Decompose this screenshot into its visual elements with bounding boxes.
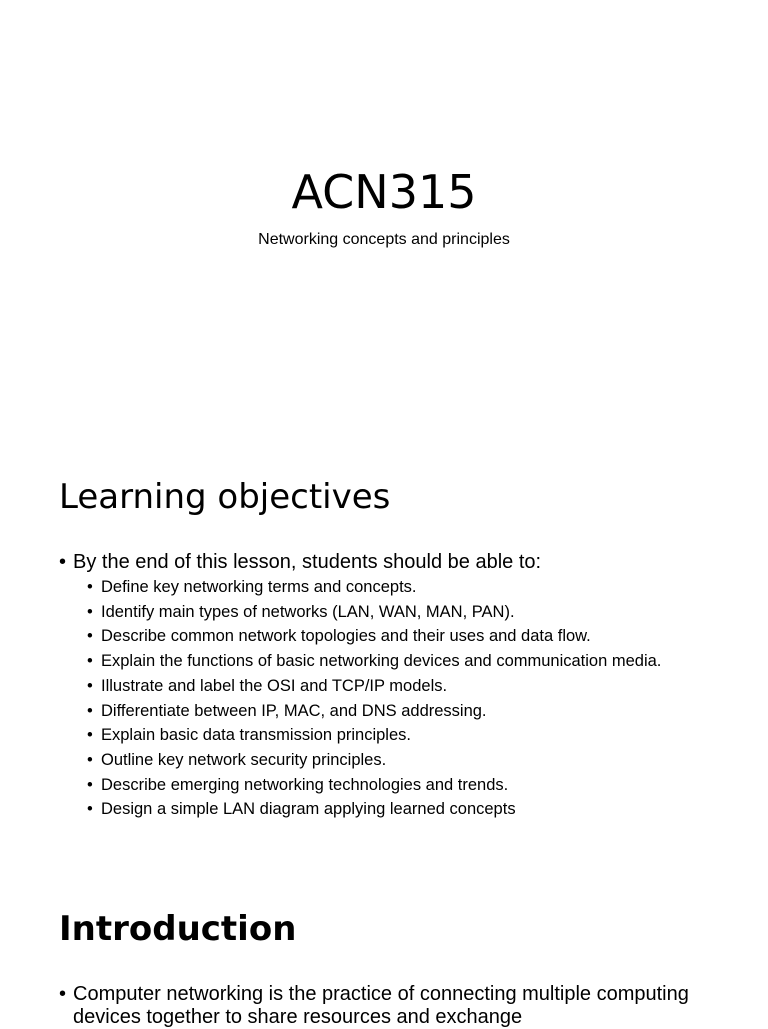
objective-item: • Identify main types of networks (LAN, WAN, MAN, PAN).: [87, 600, 728, 625]
objective-item: • Describe emerging networking technologies and trends.: [87, 773, 728, 798]
slide-subtitle: Networking concepts and principles: [258, 231, 510, 248]
objective-item: • Design a simple LAN diagram applying learned concepts: [87, 797, 728, 822]
objective-item: • Explain the functions of basic networking devices and communication media.: [87, 649, 728, 674]
objective-item: • Describe common network topologies and their uses and data flow.: [87, 624, 728, 649]
introduction-heading: Introduction: [59, 909, 297, 949]
slide-title: ACN315: [291, 165, 477, 219]
objective-item: • Illustrate and label the OSI and TCP/IP models.: [87, 674, 728, 699]
objectives-intro-text: By the end of this lesson, students should be able to:: [73, 551, 542, 573]
objectives-slide: [0, 432, 768, 864]
introduction-list: [59, 983, 728, 1029]
objective-item: • Outline key network security principles.: [87, 748, 728, 773]
objective-item: • Explain basic data transmission principles.: [87, 723, 728, 748]
introduction-bullet: • Computer networking is the practice of connecting multiple computing devices together to share resources and exchange: [59, 983, 728, 1029]
objectives-sublist-container: [59, 575, 728, 822]
introduction-slide: [0, 864, 768, 1028]
title-slide: [0, 0, 768, 432]
objectives-heading: Learning objectives: [59, 477, 391, 517]
objectives-list: [59, 549, 728, 822]
objective-item: • Differentiate between IP, MAC, and DNS addressing.: [87, 699, 728, 724]
objectives-intro-bullet: [59, 549, 728, 575]
objective-item: • Define key networking terms and concepts.: [87, 575, 728, 600]
objectives-sublist: [59, 575, 728, 822]
